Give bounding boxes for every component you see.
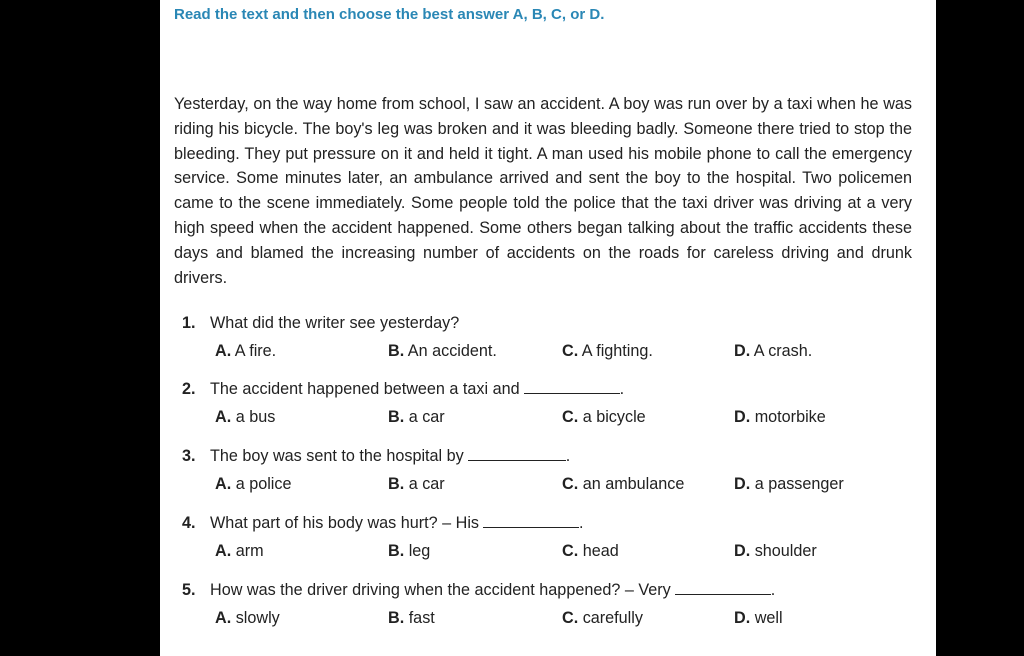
option-letter: D. (734, 408, 751, 426)
option-letter: C. (562, 542, 579, 560)
option-d[interactable] (734, 340, 812, 362)
instruction-heading: Read the text and then choose the best answer A, B, C, or D. (174, 6, 605, 23)
question-tail: . (619, 380, 625, 398)
option-c[interactable] (562, 540, 619, 562)
option-text: slowly (235, 609, 280, 627)
option-text: A fighting. (581, 342, 653, 360)
question-3 (182, 445, 922, 495)
option-letter: D. (734, 342, 751, 360)
option-text: shoulder (754, 542, 817, 560)
option-text: a police (235, 475, 292, 493)
option-text: fast (408, 609, 435, 627)
option-letter: C. (562, 342, 579, 360)
option-b[interactable] (388, 473, 445, 495)
option-text: a passenger (754, 475, 844, 493)
question-4 (182, 512, 922, 562)
option-b[interactable] (388, 340, 497, 362)
option-letter: A. (215, 408, 232, 426)
question-number: 4. (182, 514, 196, 532)
option-letter: A. (215, 609, 232, 627)
option-text: motorbike (754, 408, 826, 426)
question-stem: The accident happened between a taxi and (210, 380, 520, 398)
option-letter: A. (215, 475, 232, 493)
answer-blank[interactable] (468, 445, 566, 461)
option-letter: D. (734, 609, 751, 627)
option-a[interactable] (215, 473, 291, 495)
option-letter: B. (388, 542, 405, 560)
option-text: head (582, 542, 619, 560)
option-a[interactable] (215, 406, 275, 428)
option-c[interactable] (562, 607, 643, 629)
option-text: An accident. (407, 342, 497, 360)
option-text: a bicycle (582, 408, 646, 426)
option-c[interactable] (562, 473, 684, 495)
answer-blank[interactable] (483, 512, 579, 528)
option-b[interactable] (388, 607, 435, 629)
option-d[interactable] (734, 540, 817, 562)
option-d[interactable] (734, 406, 826, 428)
option-text: a bus (235, 408, 276, 426)
question-number: 2. (182, 380, 196, 398)
option-letter: C. (562, 609, 579, 627)
option-letter: B. (388, 342, 405, 360)
option-letter: A. (215, 342, 232, 360)
answer-blank[interactable] (524, 378, 620, 394)
option-letter: D. (734, 542, 751, 560)
question-stem: What part of his body was hurt? – His (210, 514, 480, 532)
worksheet-page (160, 0, 936, 656)
option-letter: B. (388, 475, 405, 493)
option-c[interactable] (562, 406, 646, 428)
question-2 (182, 378, 922, 428)
question-stem: The boy was sent to the hospital by (210, 447, 464, 465)
question-tail: . (770, 581, 776, 599)
question-tail: . (579, 514, 584, 532)
option-c[interactable] (562, 340, 653, 362)
option-letter: C. (562, 475, 579, 493)
question-number: 1. (182, 314, 196, 332)
option-text: a car (408, 408, 445, 426)
option-letter: C. (562, 408, 579, 426)
option-text: arm (235, 542, 264, 560)
option-b[interactable] (388, 540, 430, 562)
option-text: A crash. (753, 342, 813, 360)
answer-blank[interactable] (675, 579, 771, 595)
option-a[interactable] (215, 540, 264, 562)
option-letter: B. (388, 408, 405, 426)
option-a[interactable] (215, 340, 276, 362)
option-text: carefully (582, 609, 643, 627)
option-text: A fire. (234, 342, 277, 360)
option-d[interactable] (734, 473, 844, 495)
question-number: 3. (182, 447, 196, 465)
option-b[interactable] (388, 406, 445, 428)
option-letter: D. (734, 475, 751, 493)
option-letter: A. (215, 542, 232, 560)
option-text: leg (408, 542, 431, 560)
option-d[interactable] (734, 607, 783, 629)
question-stem: What did the writer see yesterday? (210, 314, 460, 332)
question-stem: How was the driver driving when the accident happened? – Very (210, 581, 671, 599)
option-text: a car (408, 475, 445, 493)
option-letter: B. (388, 609, 405, 627)
option-text: an ambulance (582, 475, 685, 493)
option-text: well (754, 609, 783, 627)
question-tail: . (565, 447, 571, 465)
question-5 (182, 579, 922, 629)
question-1 (182, 312, 922, 362)
reading-passage: Yesterday, on the way home from school, I saw an accident. A boy was run over by a taxi when he was riding his bicycle. The boy's leg was broken and it was bleeding badly. Someone there tried to stop the bleeding. They put pressure on it and held it tight. A man used his mobile phone to call the emergency service. Some minutes later, an ambulance arrived and sent the boy to the hospital. Two policemen came to the scene immediately. Some people told the police that the taxi driver was driving at a very high speed when the accident happened. Some others began talking about the traffic accidents these days and blamed the increasing number of accidents on the roads for careless driving and drunk drivers. (174, 95, 912, 287)
option-a[interactable] (215, 607, 280, 629)
question-number: 5. (182, 581, 196, 599)
